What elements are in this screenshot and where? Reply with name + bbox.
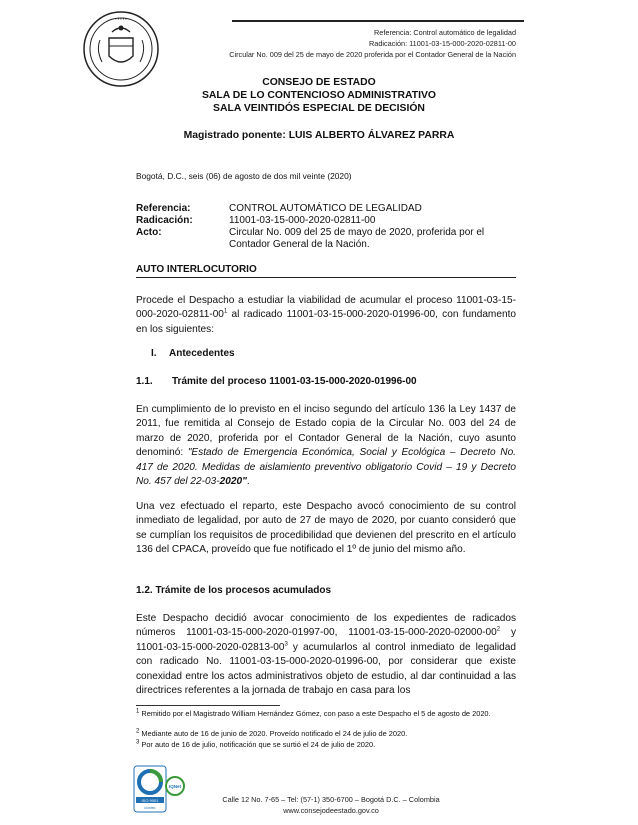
place-date: Bogotá, D.C., seis (06) de agosto de dos mil veinte (2020)	[136, 171, 352, 181]
auto-heading-rule	[136, 277, 516, 278]
header-radicacion: Radicación: 11001-03-15-000-2020-02811-00	[369, 39, 516, 48]
paragraph-1-quote-end: 2020"	[219, 476, 247, 488]
icontec-certification-logo	[133, 765, 167, 813]
footer-address: Calle 12 No. 7-65 – Tel: (57-1) 350-6700 – Bogotá D.C. – Colombia	[222, 795, 440, 804]
footer-website-link[interactable]: www.consejodeestado.gov.co	[283, 806, 379, 815]
ref-value-radicacion: 11001-03-15-000-2020-02811-00	[229, 215, 376, 226]
paragraph-1-period: .	[246, 476, 250, 488]
title-line-2: SALA DE LO CONTENCIOSO ADMINISTRATIVO	[202, 90, 436, 101]
magistrado-ponente: Magistrado ponente: LUIS ALBERTO ÁLVAREZ PARRA	[183, 130, 455, 141]
footnote-ref-2: 2	[496, 627, 501, 634]
intro-text-b: al radicado 11001-03-15-000-2020-01996-00, con fundamento en los siguientes:	[136, 309, 516, 335]
paragraph-1-text: En cumplimiento de lo previsto en el inciso segundo del artículo 136 la Ley 1437 de 2011, fue remitida al Consejo de Estado copia de la Circular No. 003 del 24 de marzo de 2020, proferida por el Contador General de la Nación, cuyo asunto denominó:	[136, 404, 516, 459]
section-1-number: I.	[151, 348, 157, 359]
footnote-rule	[136, 705, 280, 706]
paragraph-2: Una vez efectuado el reparto, este Despacho avocó conocimiento de su control inmediato de legalidad, por auto de 27 de mayo de 2020, por cuanto consideró que se cumplían los requisitos de procedibilidad que devienen del prescrito en el artículo 136 del CPACA, proveído que fue notificado el 1º de junio del mismo año.	[136, 501, 516, 556]
ref-value-referencia: CONTROL AUTOMÁTICO DE LEGALIDAD	[229, 203, 422, 214]
iqnet-certification-logo	[165, 776, 185, 796]
footnote-3	[136, 740, 516, 750]
paragraph-3-text-a: Este Despacho decidió avocar conocimiento de los expedientes de radicados números 11001-03-15-000-2020-01997-00, 11001-03-15-000-2020-02000-00	[136, 613, 516, 639]
ref-key-acto: Acto:	[136, 227, 162, 238]
header-circular: Circular No. 009 del 25 de mayo de 2020 proferida por el Contador General de la Nación	[229, 50, 516, 59]
icontec-iso-label: ISO 9001	[141, 798, 159, 803]
footnote-3-text: Por auto de 16 de julio, notificación que se surtió el 24 de julio de 2020.	[139, 740, 376, 749]
footnote-1-text: Remitido por el Magistrado William Hernández Gómez, con paso a este Despacho el 5 de agosto de 2020.	[139, 709, 491, 718]
footnote-2	[136, 729, 516, 739]
section-1-1-title: Trámite del proceso 11001-03-15-000-2020-01996-00	[172, 376, 417, 387]
paragraph-3-text-c: y acumularlos al control inmediato de legalidad con radicado No. 11001-03-15-000-2020-01996-00, por considerar que existe conexidad entre los actos administrativos objeto de estudio, al dar continuidad a las directrices referentes a la jornada de trabajo en casa para los	[136, 641, 516, 697]
icontec-name-label: icontec	[144, 806, 156, 810]
paragraph-3-text-b: y 11001-03-15-000-2020-02813-00	[136, 627, 516, 653]
paragraph-1-quote: "Estado de Emergencia Económica, Social y Ecológica – Decreto No. 417 de 2020. Medidas de aislamiento preventivo obligatorio Covid – 19 y Decreto No. 457 del 22-03-	[136, 447, 516, 488]
ref-value-acto: Circular No. 009 del 25 de mayo de 2020, proferida por el Contador General de la Nación.	[229, 227, 485, 250]
header-referencia: Referencia: Control automático de legalidad	[374, 28, 516, 37]
section-1-2-title: 1.2. Trámite de los procesos acumulados	[136, 585, 332, 596]
header-rule	[232, 20, 524, 22]
section-1-1-number: 1.1.	[136, 376, 153, 387]
paragraph-3	[136, 612, 516, 698]
iqnet-label: IQNet	[168, 784, 182, 789]
auto-interlocutorio-heading: AUTO INTERLOCUTORIO	[136, 264, 257, 275]
title-line-1: CONSEJO DE ESTADO	[262, 77, 376, 88]
footnote-3-number: 3	[136, 739, 140, 746]
footnote-2-number: 2	[136, 728, 140, 735]
footnote-1	[136, 709, 516, 719]
ref-key-radicacion: Radicación:	[136, 215, 193, 226]
intro-text-a: Procede el Despacho a estudiar la viabilidad de acumular el proceso 11001-03-15-000-2020-02811-00	[136, 295, 516, 321]
ref-key-referencia: Referencia:	[136, 203, 191, 214]
title-line-3: SALA VEINTIDÓS ESPECIAL DE DECISIÓN	[213, 103, 425, 114]
section-1-title: Antecedentes	[169, 348, 235, 359]
footnote-1-number: 1	[136, 708, 140, 715]
footnote-ref-3: 3	[284, 641, 288, 648]
footnote-ref-1: 1	[223, 309, 228, 316]
footnote-2-text: Mediante auto de 16 de junio de 2020. Proveído notificado el 24 de julio de 2020.	[139, 729, 408, 738]
intro-paragraph	[136, 294, 516, 337]
paragraph-1	[136, 403, 516, 489]
svg-text:• • • • • • •: • • • • • • •	[112, 16, 130, 21]
